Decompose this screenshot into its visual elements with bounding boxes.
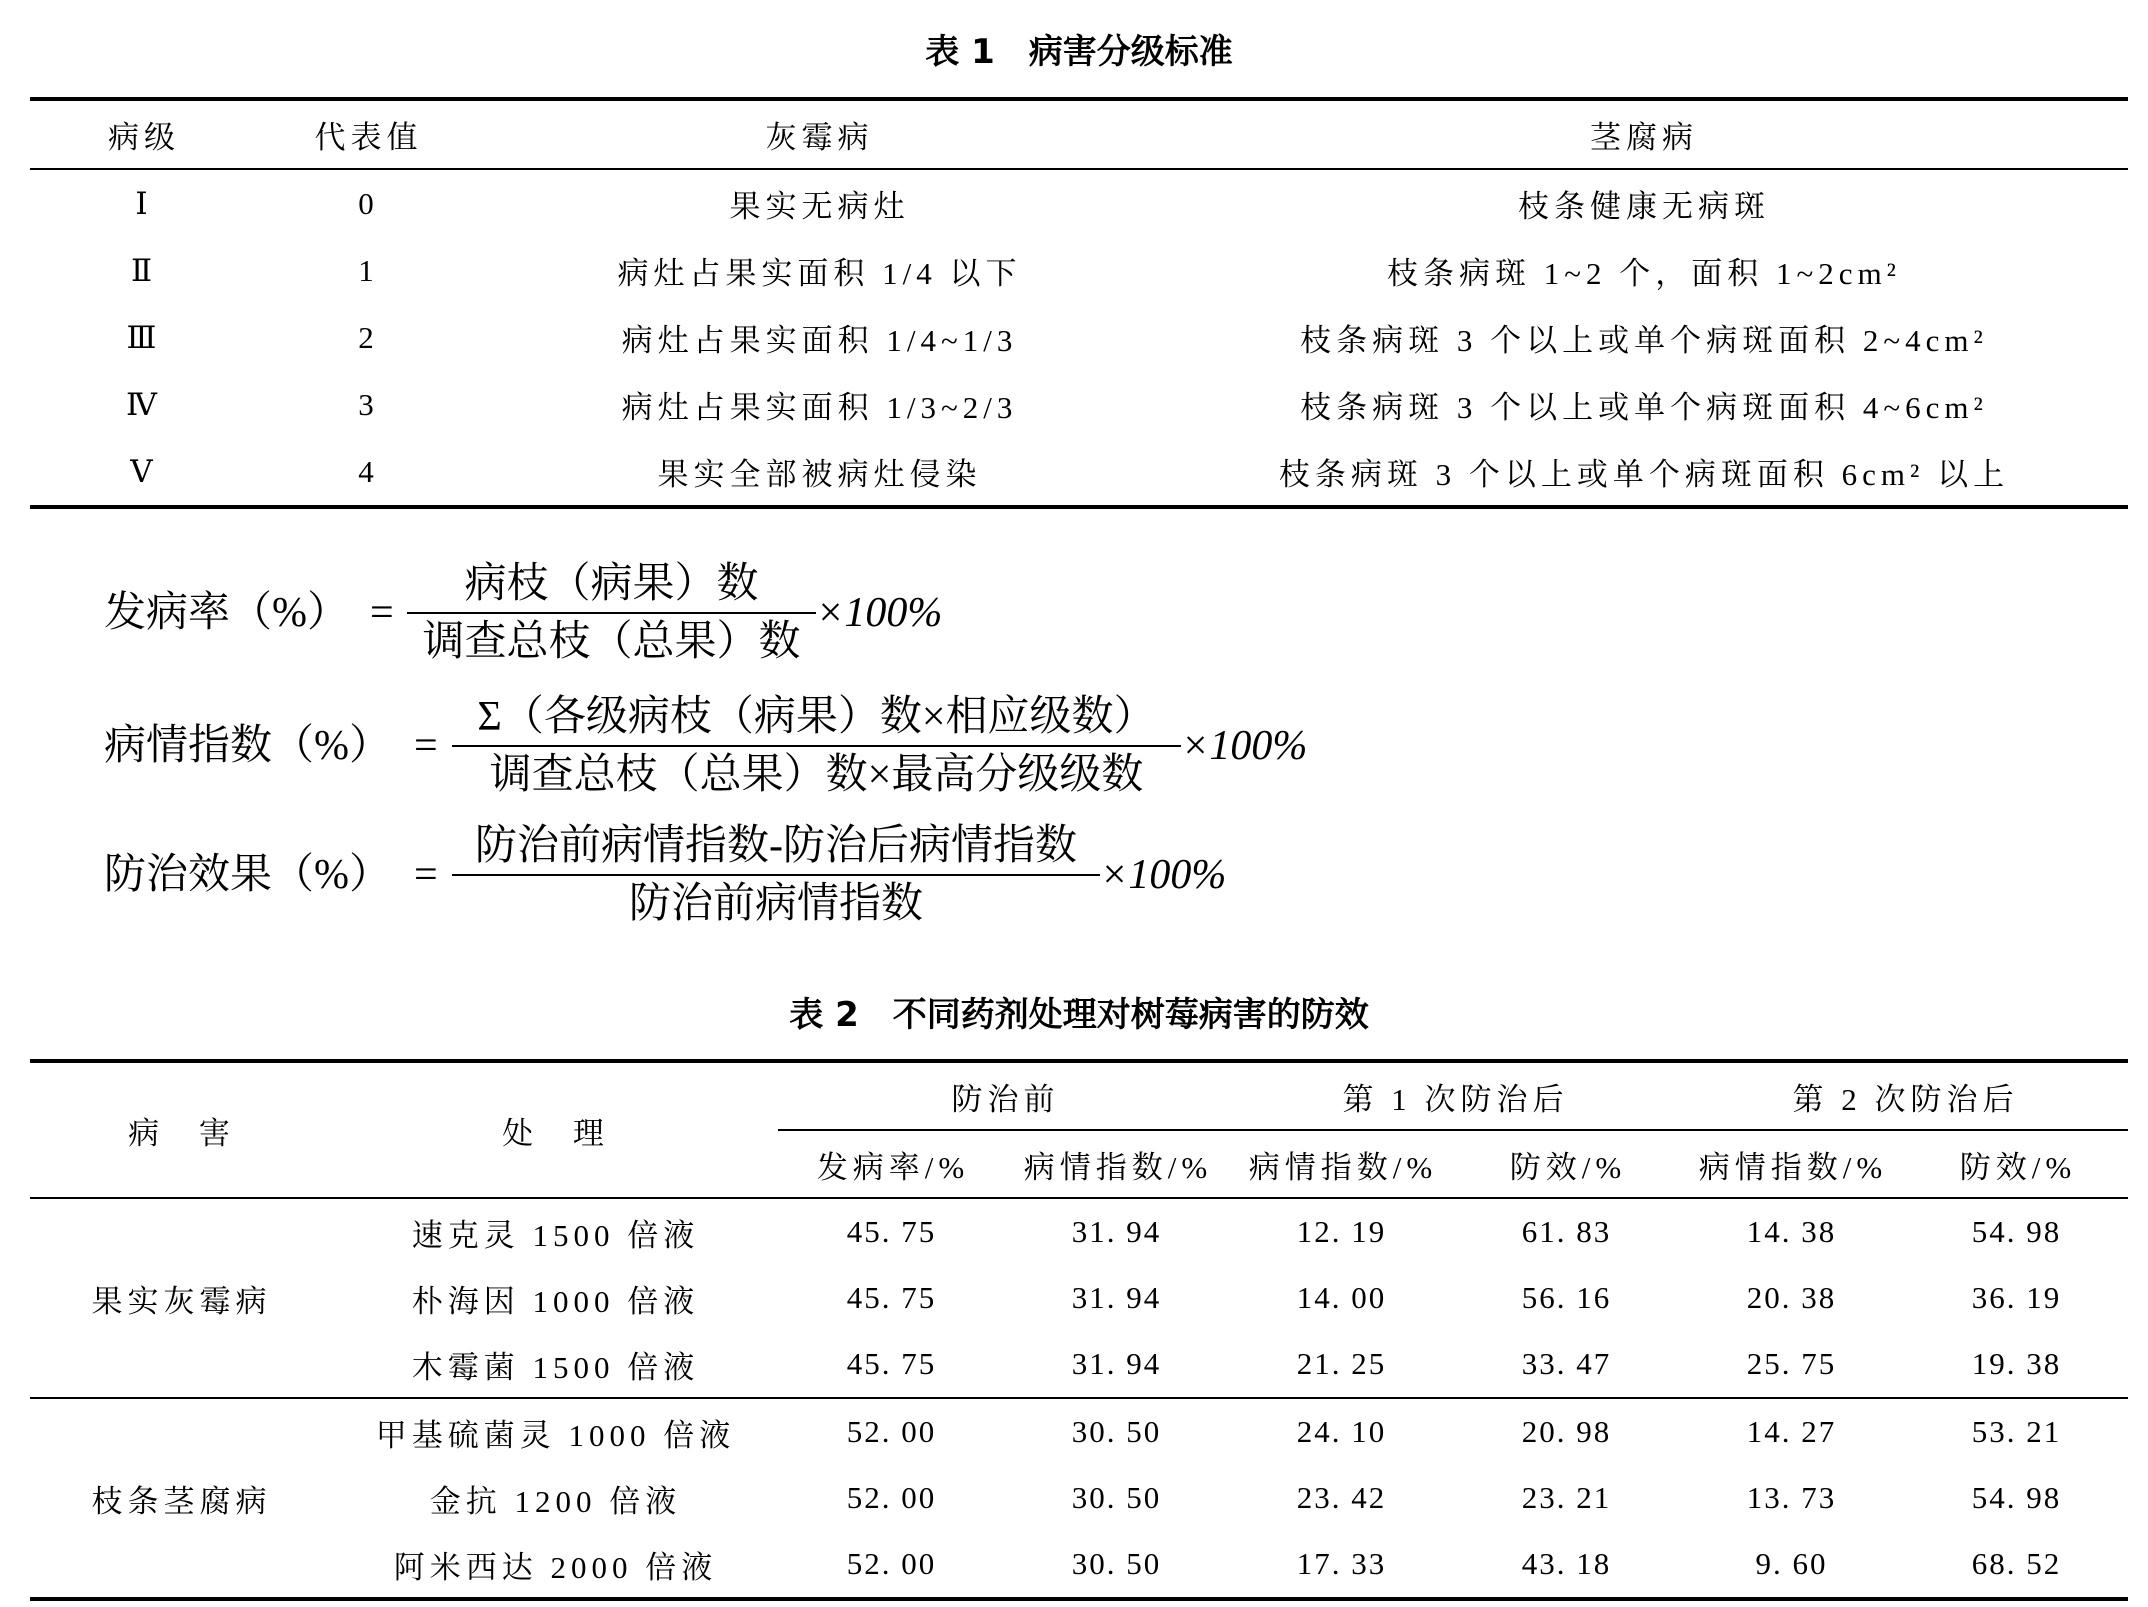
header-efficacy-after-2: 防效/% (1903, 1130, 2128, 1198)
table-row (30, 1465, 2128, 1531)
table2-group-header-row (30, 1061, 2128, 1130)
efficacy-after-1-cell: 43. 18 (1521, 1546, 1612, 1581)
index-after-1-cell: 12. 19 (1296, 1214, 1387, 1249)
multiplier: ×100% (1181, 723, 1308, 769)
fraction (407, 556, 816, 670)
efficacy-after-1-cell: 61. 83 (1521, 1214, 1612, 1249)
incidence-before-cell: 45. 75 (846, 1280, 937, 1315)
stem-rot-description-cell: 枝条病斑 3 个以上或单个病斑面积 2~4cm² (1300, 323, 1988, 358)
index-after-1-cell: 24. 10 (1296, 1414, 1387, 1449)
gray-mold-description-cell: 病灶占果实面积 1/3~2/3 (621, 390, 1018, 425)
table-row (30, 304, 2128, 371)
representative-value-cell: 4 (358, 453, 376, 489)
index-after-2-cell: 13. 73 (1746, 1480, 1837, 1515)
disease-grading-table (30, 97, 2128, 509)
header-stem-rot: 茎腐病 (1155, 99, 2128, 169)
index-after-1-cell: 17. 33 (1296, 1546, 1387, 1581)
header-gray-mold: 灰霉病 (479, 99, 1155, 169)
treatment-cell: 金抗 1200 倍液 (429, 1483, 682, 1519)
index-after-2-cell: 14. 38 (1746, 1214, 1837, 1249)
multiplier: ×100% (816, 590, 943, 636)
representative-value-cell: 3 (358, 386, 376, 422)
table2-header (30, 1061, 2128, 1198)
grade-cell: Ⅴ (130, 453, 153, 490)
header-after-first-control: 第 1 次防治后 (1228, 1061, 1678, 1130)
gray-mold-description-cell: 果实全部被病灶侵染 (657, 457, 982, 492)
numerator: 病枝（病果）数 (464, 561, 759, 607)
index-before-cell: 31. 94 (1071, 1214, 1162, 1249)
header-before-control: 防治前 (778, 1061, 1228, 1130)
treatment-cell: 速克灵 1500 倍液 (411, 1217, 700, 1253)
incidence-before-cell: 45. 75 (846, 1214, 937, 1249)
header-incidence-rate: 发病率/% (778, 1130, 1003, 1198)
index-after-1-cell: 21. 25 (1228, 1331, 1453, 1398)
efficacy-after-1-cell: 23. 21 (1521, 1480, 1612, 1515)
table1-body (30, 169, 2128, 507)
incidence-before-cell: 52. 00 (846, 1546, 937, 1581)
table1-header-row (30, 99, 2128, 169)
fungicide-efficacy-table (30, 1059, 2128, 1601)
table-row (30, 1265, 2128, 1331)
formula-label: 病情指数（%） (104, 723, 391, 769)
equals-sign: = (370, 590, 394, 636)
disease-cell: 果实灰霉病 (30, 1198, 328, 1398)
stem-rot-description-cell: 枝条病斑 3 个以上或单个病斑面积 4~6cm² (1300, 390, 1988, 425)
formula-label: 防治效果（%） (104, 852, 391, 898)
control-effect-formula (0, 818, 2148, 932)
denominator: 防治前病情指数 (628, 881, 923, 927)
gray-mold-description-cell: 病灶占果实面积 1/4 以下 (617, 256, 1022, 291)
table-row (30, 371, 2128, 438)
incidence-before-cell: 45. 75 (778, 1331, 1003, 1398)
header-efficacy-after-1: 防效/% (1453, 1130, 1678, 1198)
incidence-rate-formula (0, 556, 2148, 670)
index-after-1-cell: 14. 00 (1296, 1280, 1387, 1315)
numerator: Σ（各级病枝（病果）数×相应级数） (477, 694, 1156, 740)
index-before-cell: 31. 94 (1071, 1280, 1162, 1315)
numerator: 防治前病情指数-防治后病情指数 (475, 823, 1077, 869)
efficacy-after-1-cell: 56. 16 (1521, 1280, 1612, 1315)
grade-cell: Ⅱ (130, 252, 153, 289)
disease-cell: 枝条茎腐病 (91, 1483, 272, 1519)
table-row (30, 237, 2128, 304)
gray-mold-description-cell: 病灶占果实面积 1/4~1/3 (621, 323, 1018, 358)
table-row (30, 1398, 2128, 1465)
incidence-before-cell: 52. 00 (846, 1480, 937, 1515)
denominator: 调查总枝（总果）数 (422, 619, 801, 665)
stem-rot-description-cell: 枝条病斑 3 个以上或单个病斑面积 6cm² 以上 (1278, 457, 2010, 492)
gray-mold-description-cell: 果实无病灶 (729, 189, 910, 224)
fraction (452, 689, 1181, 803)
treatment-cell: 木霉菌 1500 倍液 (328, 1331, 778, 1398)
grade-cell: Ⅰ (135, 185, 148, 222)
header-disease-index-after-1: 病情指数/% (1228, 1130, 1453, 1198)
grade-cell: Ⅳ (126, 386, 157, 423)
index-after-2-cell: 9. 60 (1755, 1546, 1828, 1581)
header-disease-index-after-2: 病情指数/% (1678, 1130, 1903, 1198)
header-disease-index-before: 病情指数/% (1003, 1130, 1228, 1198)
efficacy-after-2-cell: 19. 38 (1903, 1331, 2128, 1398)
index-before-cell: 30. 50 (1071, 1414, 1162, 1449)
efficacy-after-2-cell: 54. 98 (1971, 1214, 2062, 1249)
index-before-cell: 30. 50 (1071, 1480, 1162, 1515)
index-after-2-cell: 25. 75 (1678, 1331, 1903, 1398)
fraction (452, 818, 1100, 932)
efficacy-after-2-cell: 68. 52 (1971, 1546, 2062, 1581)
efficacy-after-2-cell: 36. 19 (1971, 1280, 2062, 1315)
treatment-cell: 阿米西达 2000 倍液 (393, 1549, 718, 1585)
table2-title: 表 2 不同药剂处理对树莓病害的防效 (789, 995, 1369, 1035)
table-row (30, 1331, 2128, 1398)
table-row (30, 1531, 2128, 1599)
efficacy-after-2-cell: 53. 21 (1971, 1414, 2062, 1449)
index-after-2-cell: 14. 27 (1746, 1414, 1837, 1449)
index-before-cell: 31. 94 (1003, 1331, 1228, 1398)
table-row (30, 1198, 2128, 1265)
stem-rot-description-cell: 枝条病斑 1~2 个，面积 1~2cm² (1387, 256, 1901, 291)
treatment-cell: 朴海因 1000 倍液 (411, 1283, 700, 1319)
disease-index-formula (0, 689, 2148, 803)
header-representative-value: 代表值 (253, 99, 479, 169)
efficacy-after-1-cell: 20. 98 (1521, 1414, 1612, 1449)
table2-body (30, 1198, 2128, 1599)
multiplier: ×100% (1100, 852, 1227, 898)
header-disease: 病 害 (30, 1061, 328, 1198)
header-disease-grade: 病级 (30, 99, 253, 169)
header-after-second-control: 第 2 次防治后 (1678, 1061, 2128, 1130)
stem-rot-description-cell: 枝条健康无病斑 (1518, 189, 1770, 224)
representative-value-cell: 2 (358, 319, 376, 355)
equals-sign: = (414, 852, 438, 898)
table-row (30, 169, 2128, 237)
index-after-2-cell: 20. 38 (1746, 1280, 1837, 1315)
representative-value-cell: 0 (358, 185, 376, 221)
representative-value-cell: 1 (358, 252, 376, 288)
equals-sign: = (414, 723, 438, 769)
efficacy-after-1-cell: 33. 47 (1453, 1331, 1678, 1398)
grade-cell: Ⅲ (126, 319, 157, 356)
index-after-1-cell: 23. 42 (1296, 1480, 1387, 1515)
efficacy-after-2-cell: 54. 98 (1971, 1480, 2062, 1515)
table1-header (30, 99, 2128, 169)
treatment-cell: 甲基硫菌灵 1000 倍液 (375, 1417, 736, 1453)
index-before-cell: 30. 50 (1071, 1546, 1162, 1581)
incidence-before-cell: 52. 00 (846, 1414, 937, 1449)
header-treatment: 处 理 (328, 1061, 778, 1198)
table-row (30, 438, 2128, 507)
formula-label: 发病率（%） (104, 590, 349, 636)
denominator: 调查总枝（总果）数×最高分级级数 (489, 752, 1144, 798)
table1-title: 表 1 病害分级标准 (925, 32, 1233, 72)
